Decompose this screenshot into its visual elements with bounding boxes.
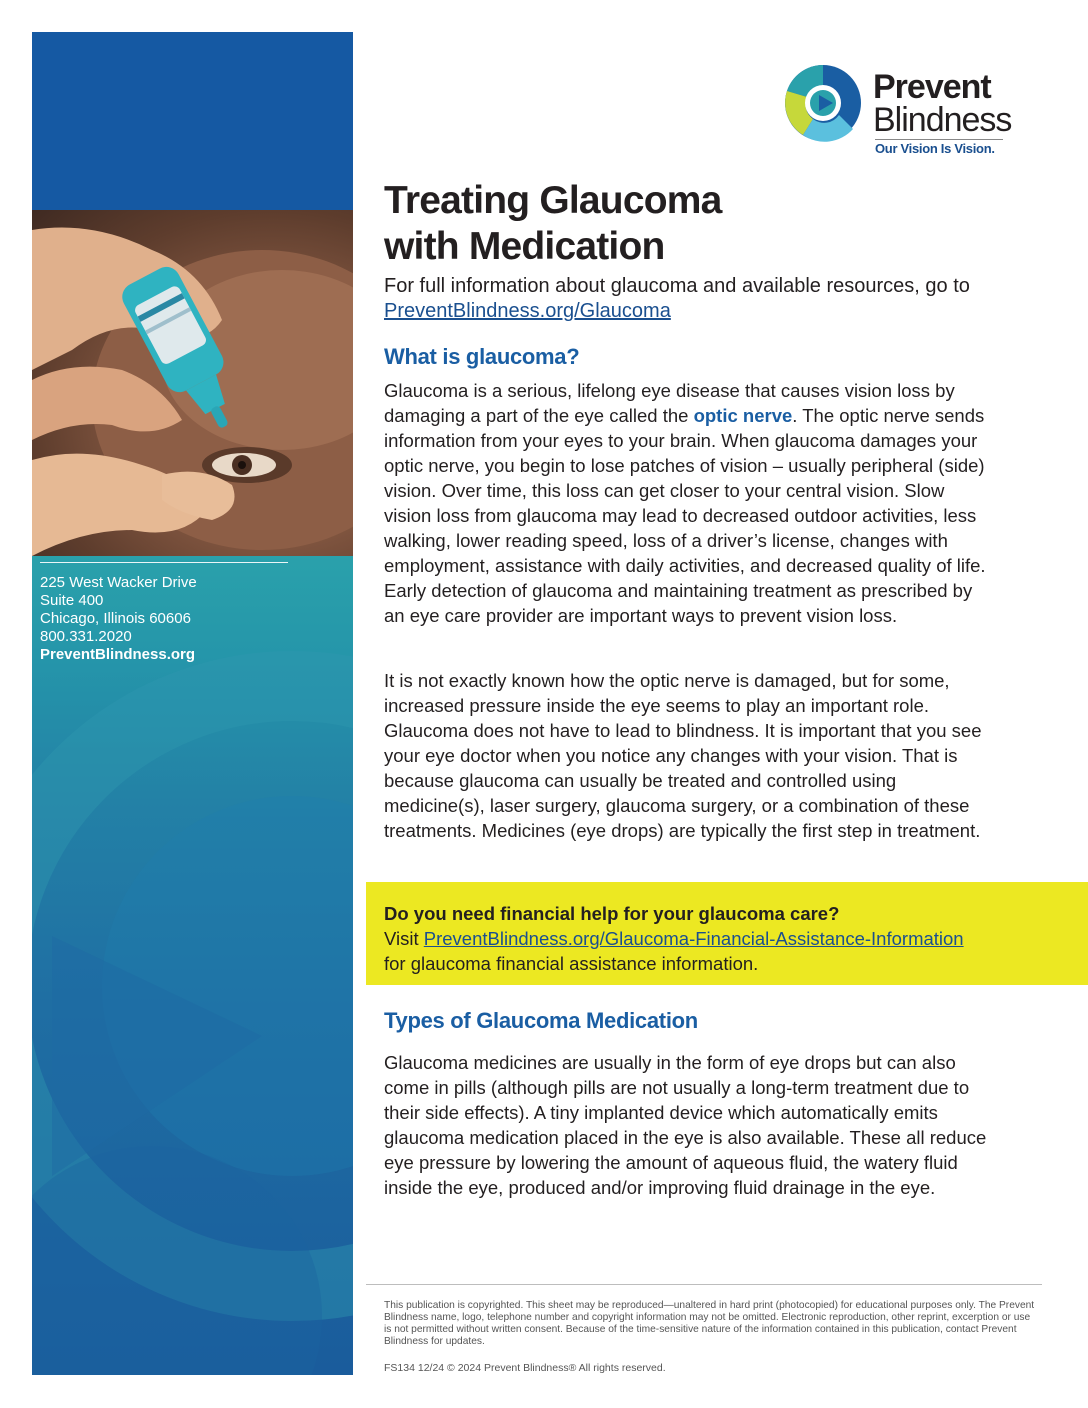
address-line: Suite 400 [40, 592, 104, 609]
eye-drops-photo [32, 210, 353, 556]
logo-line2: Blindness [873, 101, 1012, 139]
address-block [40, 574, 197, 664]
footer-divider [366, 1284, 1042, 1285]
intro-body: For full information about glaucoma and available resources, go to [384, 275, 970, 297]
sidebar-lower-panel [32, 556, 353, 1375]
optic-nerve-term[interactable]: optic nerve [693, 405, 793, 426]
address-line: Chicago, Illinois 60606 [40, 610, 191, 627]
section-heading-types: Types of Glaucoma Medication [384, 1008, 698, 1033]
paragraph-optic-nerve-damage: It is not exactly known how the optic nerve is damaged, but for some, increased pressure inside the eye seems to play an important role. Glaucoma does not have to lead to blindness. It is important that you see your eye doctor when you notice any changes with your vision. That is because glaucoma can usually be treated and controlled using medicine(s), laser surgery, glaucoma surgery, or a combination of these treatments. Medicines (eye drops) are typically the first step in treatment. [384, 670, 982, 841]
financial-assistance-link[interactable]: PreventBlindness.org/Glaucoma-Financial-Assistance-Information [423, 928, 964, 949]
section-heading-what-is-glaucoma: What is glaucoma? [384, 344, 580, 369]
page-title [384, 178, 864, 270]
paragraph-types: Glaucoma medicines are usually in the form of eye drops but can also come in pills (although pills are not usually a long-term treatment due to their side effects). A tiny implanted device which automatically emits glaucoma medication placed in the eye is also available. These all reduce eye pressure by lowering the amount of aqueous fluid, the watery fluid inside the eye, produced and/or improving fluid drainage in the eye. [384, 1052, 987, 1198]
publication-code: FS134 12/24 © 2024 Prevent Blindness® All rights reserved. [384, 1362, 666, 1374]
title-line1: Treating Glaucoma [384, 179, 722, 222]
website-link[interactable]: PreventBlindness.org [40, 646, 196, 663]
address-divider [40, 562, 288, 563]
financial-help-callout [366, 882, 1088, 985]
logo-eye-icon [783, 63, 863, 143]
p1-before: Glaucoma is a serious, lifelong eye disease that causes vision loss by damaging a part of the eye called the [384, 380, 955, 426]
address-line: 225 West Wacker Drive [40, 574, 197, 591]
callout-after: for glaucoma financial assistance information. [384, 953, 759, 974]
callout-text [384, 901, 1074, 976]
paragraph-what-is-glaucoma [384, 378, 994, 628]
glaucoma-link[interactable]: PreventBlindness.org/Glaucoma [384, 300, 671, 322]
phone-number: 800.331.2020 [40, 628, 132, 645]
p1-after: . The optic nerve sends information from your eyes to your brain. When glaucoma damages your optic nerve, you begin to lose patches of vision – usually peripheral (side) vision. Over time, this loss can get closer to your central vision. Slow vision loss from glaucoma may lead to decreased outdoor activities, less walking, lower reading speed, loss of a driver’s license, changes with employment, assistance with daily activities, and decreased quality of life. Early detection of glaucoma and maintaining treatment as prescribed by an eye care provider are important ways to prevent vision loss. [384, 405, 986, 626]
prevent-blindness-logo [783, 63, 1023, 158]
sidebar-top-band [32, 32, 353, 210]
callout-visit: Visit [384, 928, 424, 949]
logo-line1: Prevent [873, 68, 991, 106]
logo-tagline: Our Vision Is Vision. [875, 141, 995, 156]
sidebar [32, 32, 353, 1375]
callout-question: Do you need financial help for your glaucoma care? [384, 903, 840, 924]
copyright-notice: This publication is copyrighted. This sheet may be reproduced—unaltered in hard print (photocopied) for educational purposes only. The Prevent Blindness name, logo, telephone number and copyright information may not be omitted. Electronic reproduction, other reprint, excerption or use is not permitted without written consent. Because of the time-sensitive nature of the information contained in this publication, contact Prevent Blindness for updates. [384, 1300, 1035, 1347]
title-line2: with Medication [384, 225, 665, 268]
intro-text [384, 274, 1004, 324]
tagline-rule [875, 139, 1003, 140]
logo-wordmark [873, 68, 1012, 139]
